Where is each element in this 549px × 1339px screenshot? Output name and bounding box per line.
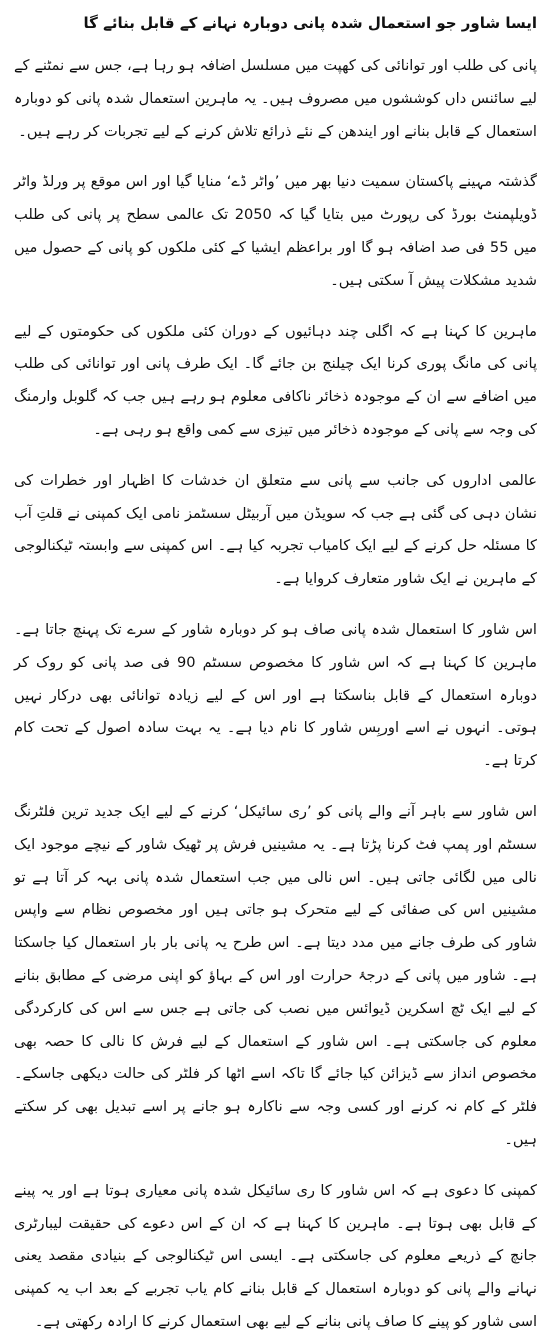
article-paragraph: پانی کی طلب اور توانائی کی کھپت میں مسلسل اضافہ ہو رہا ہے، جس سے نمٹنے کے لیے سائنس داں کوششوں میں مصروف ہیں۔ یہ ماہرین استعمال شدہ پانی کو دوبارہ استعمال کے قابل بنانے اور ایندھن کے نئے ذرائع تلاش کرنے کے لیے تجربات کر رہے ہیں۔	[14, 57, 537, 140]
article-paragraph: عالمی اداروں کی جانب سے پانی سے متعلق ان خدشات کا اظہار اور خطرات کی نشان دہی کی گئی ہے جب کہ سویڈن میں آربیٹل سسٹمز نامی ایک کمپنی نے قلتِ آب کا مسئلہ حل کرنے کے لیے ایک کامیاب تجربہ کیا ہے۔ اس کمپنی سے وابستہ ٹیکنالوجی کے ماہرین نے ایک شاور متعارف کروایا ہے۔	[14, 471, 537, 588]
article-headline: ایسا شاور جو استعمال شدہ پانی دوبارہ نہانے کے قابل بنائے گا	[83, 14, 537, 32]
article-paragraph: اس شاور سے باہر آنے والے پانی کو ’ری سائیکل‘ کرنے کے لیے ایک جدید ترین فلٹرنگ سسٹم اور پمپ فٹ کرنا پڑتا ہے۔ یہ مشینیں فرش پر ٹھیک شاور کے نیچے موجود ایک نالی میں لگائی جاتی ہیں۔ اس نالی میں جب استعمال شدہ پانی بہہ کر آتا ہے تو مشینیں اس کی صفائی کے لیے متحرک ہو جاتی ہیں اور مخصوص نظام سے واپس شاور کی طرف جانے میں مدد دیتا ہے۔ اس طرح یہ پانی بار بار استعمال کیا جاسکتا ہے۔ شاور میں پانی کے درجۂ حرارت اور اس کے بہاؤ کو اپنی مرضی کے مطابق بنانے کے لیے ایک ٹچ اسکرین ڈیوائس میں نصب کی جاتی ہے جس سے اس کی کارکردگی معلوم کی جاسکتی ہے۔ اس شاور کے استعمال کے لیے فرش کا نالی کا حصہ بھی مخصوص انداز سے ڈیزائن کیا جائے گا تاکہ اسے اٹھا کر فلٹر کی حالت دیکھی جاسکے۔ فلٹر کے کام نہ کرنے اور کسی وجہ سے ناکارہ ہو جانے پر اسے تبدیل بھی کر سکتے ہیں۔	[14, 802, 537, 1148]
article-paragraph: کمپنی کا دعوی ہے کہ اس شاور کا ری سائیکل شدہ پانی معیاری ہوتا ہے اور یہ پینے کے قابل بھی ہوتا ہے۔ ماہرین کا کہنا ہے کہ ان کے اس دعوے کی حقیقت لیبارٹری جانچ کے ذریعے معلوم کی جاسکتی ہے۔ ایسی اس ٹیکنالوجی کے بنیادی مقصد یعنی نہانے والے پانی کو دوبارہ استعمال کے قابل بنانے کام یاب تجربے کے بعد اب یہ کمپنی اسی شاور کو پینے کا صاف پانی بنانے کے لیے بھی استعمال کرنے کا ارادہ رکھتی ہے۔	[14, 1181, 537, 1330]
article-paragraph: گذشتہ مہینے پاکستان سمیت دنیا بھر میں ’واٹر ڈے‘ منایا گیا اور اس موقع پر ورلڈ واٹر ڈویلپمنٹ بورڈ کی رپورٹ میں بتایا گیا کہ 2050 تک عالمی سطح پر پانی کی طلب میں 55 فی صد اضافہ ہو گا اور براعظم ایشیا کے کئی ملکوں کو پانی کے حصول میں شدید مشکلات پیش آ سکتی ہیں۔	[14, 173, 538, 289]
article-paragraph: اس شاور کا استعمال شدہ پانی صاف ہو کر دوبارہ شاور کے سرے تک پہنچ جاتا ہے۔ ماہرین کا کہنا ہے کہ اس شاور کا مخصوص سسٹم 90 فی صد پانی کو روک کر دوبارہ استعمال کے قابل بناسکتا ہے اور اس کے لیے زیادہ توانائی بھی درکار نہیں ہوتی۔ انہوں نے اسے اوربِس شاور کا نام دیا ہے۔ یہ بہت سادہ اصول کے تحت کام کرتا ہے۔	[14, 620, 538, 770]
article-paragraph: ماہرین کا کہنا ہے کہ اگلی چند دہائیوں کے دوران کئی ملکوں کی حکومتوں کے لیے پانی کی مانگ پوری کرنا ایک چیلنج بن جائے گا۔ ایک طرف پانی اور توانائی کی طلب میں اضافے سے ان کے موجودہ ذخائر ناکافی معلوم ہو رہے ہیں جب کہ گلوبل وارمنگ کی وجہ سے پانی کے موجودہ ذخائر میں تیزی سے کمی واقع ہو رہی ہے۔	[14, 322, 537, 438]
